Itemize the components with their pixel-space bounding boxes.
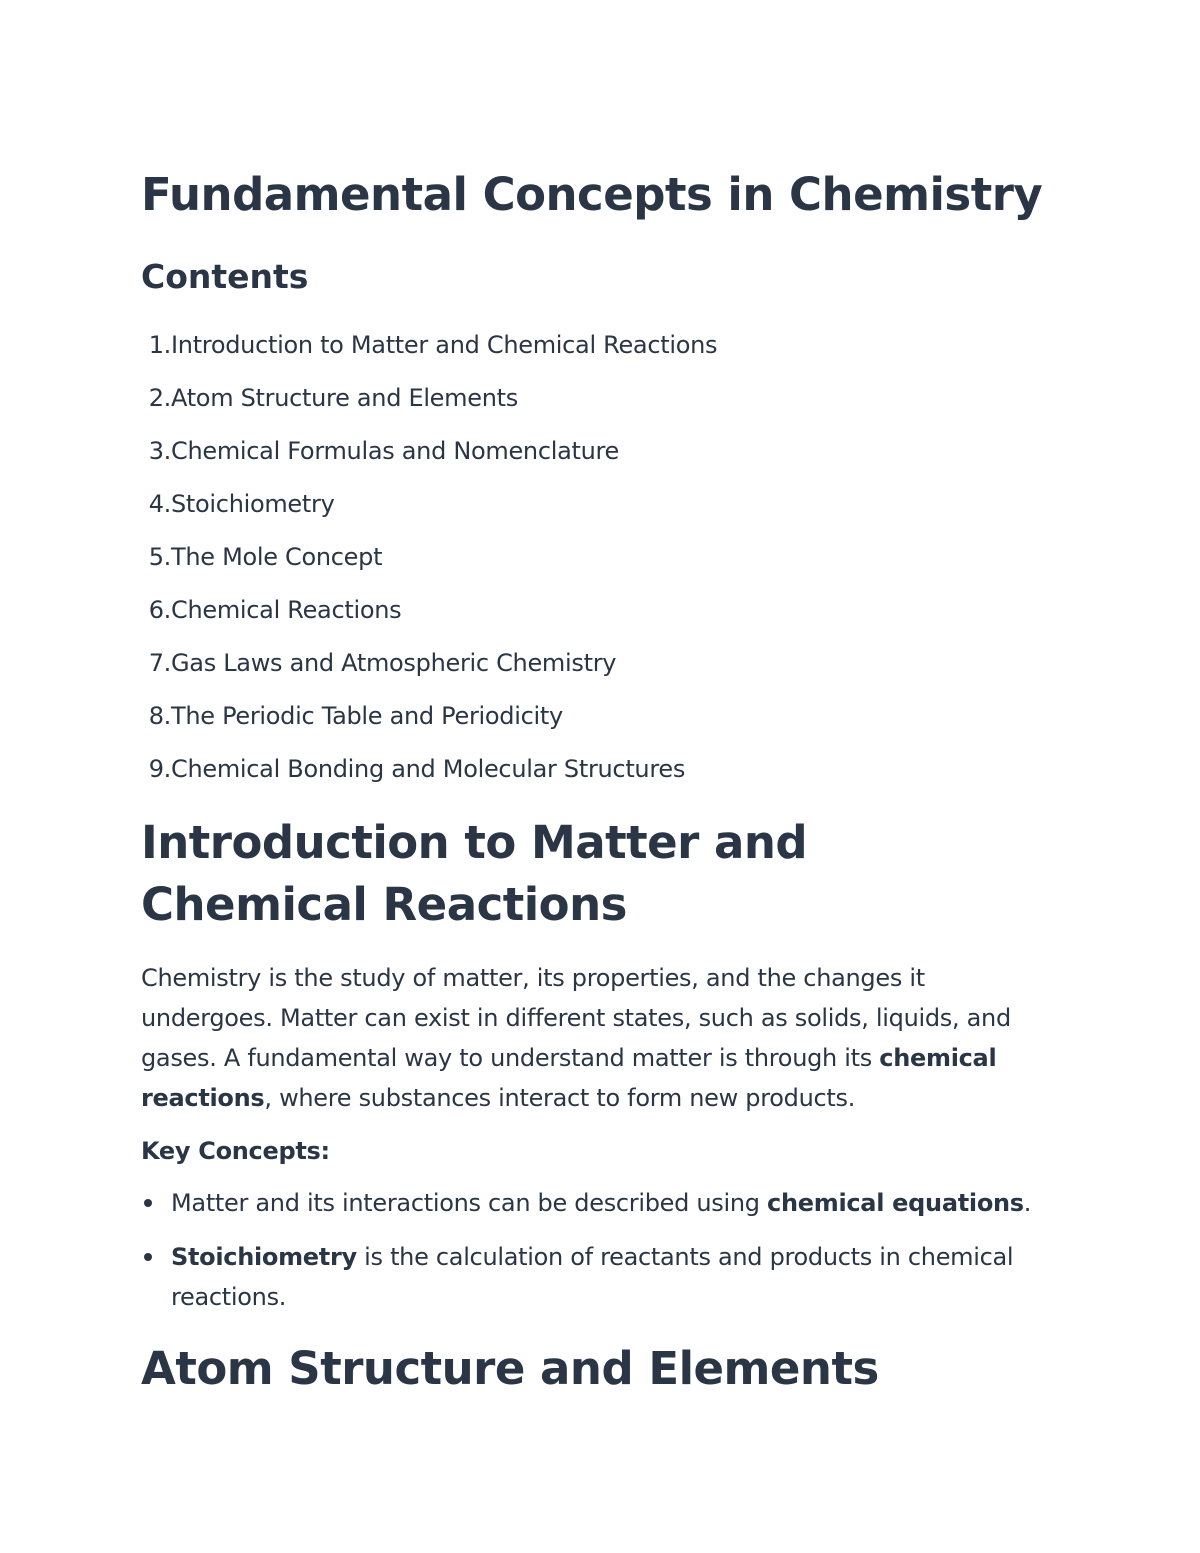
toc-item-number: 5. (148, 543, 171, 571)
contents-heading: Contents (141, 257, 309, 296)
toc-item-number: 8. (148, 702, 171, 730)
toc-item[interactable] (141, 432, 717, 485)
list-item (141, 1183, 1071, 1223)
toc-item-label: Chemical Formulas and Nomenclature (171, 437, 620, 465)
intro-paragraph (141, 958, 1061, 1118)
toc-item-label: Chemical Reactions (171, 596, 402, 624)
toc-item-label: Stoichiometry (171, 490, 335, 518)
toc-item-label: Gas Laws and Atmospheric Chemistry (171, 649, 617, 677)
toc-item-number: 3. (148, 437, 171, 465)
list-item (141, 1237, 1071, 1317)
toc-item[interactable] (141, 644, 717, 697)
toc-item-label: Introduction to Matter and Chemical Reactions (171, 331, 718, 359)
toc-item-label: The Mole Concept (171, 543, 383, 571)
toc-item-number: 2. (148, 384, 171, 412)
section-heading-atom-structure: Atom Structure and Elements (141, 1342, 879, 1395)
toc-item[interactable] (141, 538, 717, 591)
toc-item-number: 4. (148, 490, 171, 518)
toc-item-number: 9. (148, 755, 171, 783)
bullet-icon (144, 1199, 152, 1207)
toc-item-number: 1. (148, 331, 171, 359)
section-heading-introduction: Introduction to Matter and Chemical Reactions (141, 816, 808, 931)
key-concepts-label: Key Concepts: (141, 1137, 330, 1165)
toc-item[interactable] (141, 591, 717, 644)
toc-item-number: 6. (148, 596, 171, 624)
intro-paragraph-text: Chemistry is the study of matter, its properties, and the changes it undergoes. Matter can exist in different states, such as solids, liquids, and gases. A fundamental way to understand matter is through its (141, 964, 1011, 1072)
list-item-text-end: is the calculation of reactants and products in chemical reactions. (171, 1243, 1014, 1311)
intro-paragraph-bold: chemical reactions (141, 1044, 997, 1112)
document-title: Fundamental Concepts in Chemistry (141, 168, 1043, 221)
list-item-text-end: . (1023, 1189, 1032, 1217)
toc-item[interactable] (141, 485, 717, 538)
toc-item-label: Atom Structure and Elements (171, 384, 518, 412)
table-of-contents (141, 326, 717, 803)
toc-item-label: Chemical Bonding and Molecular Structures (171, 755, 686, 783)
list-item-bold: chemical equations (767, 1189, 1024, 1217)
toc-item[interactable] (141, 697, 717, 750)
key-concepts-list (141, 1183, 1071, 1331)
toc-item-number: 7. (148, 649, 171, 677)
toc-item[interactable] (141, 750, 717, 803)
toc-item[interactable] (141, 326, 717, 379)
toc-item-label: The Periodic Table and Periodicity (171, 702, 563, 730)
bullet-icon (144, 1253, 152, 1261)
toc-item[interactable] (141, 379, 717, 432)
list-item-text: Matter and its interactions can be described using (171, 1189, 768, 1217)
list-item-bold: Stoichiometry (171, 1243, 357, 1271)
intro-paragraph-text-end: , where substances interact to form new products. (264, 1084, 856, 1112)
